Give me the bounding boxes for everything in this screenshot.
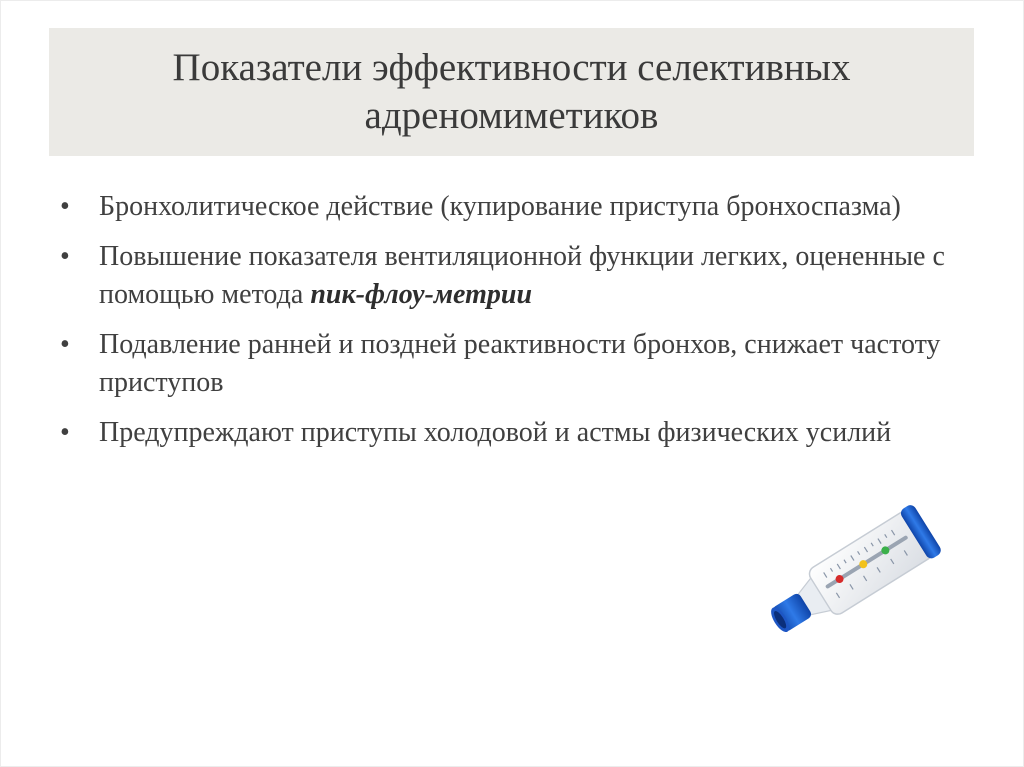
bullet-text: Предупреждают приступы холодовой и астмы физических усилий bbox=[99, 417, 892, 448]
bullet-item-3 bbox=[60, 326, 980, 402]
peak-flow-meter-graphic bbox=[765, 500, 945, 665]
bullet-item-2 bbox=[60, 238, 980, 314]
bullet-text: Повышение показателя вентиляционной функции легких, оцененные с помощью метода bbox=[99, 241, 945, 310]
bullet-item-4 bbox=[60, 414, 980, 452]
bullet-emphasis: пик-флоу-метрии bbox=[310, 279, 533, 310]
peak-flow-meter-icon bbox=[765, 500, 945, 665]
bullet-text: Бронхолитическое действие (купирование приступа бронхоспазма) bbox=[99, 191, 901, 222]
bullet-marker: • bbox=[60, 191, 70, 222]
bullet-marker: • bbox=[60, 241, 70, 272]
slide-title: Показатели эффективности селективных адреномиметиков bbox=[172, 46, 851, 137]
bullet-marker: • bbox=[60, 329, 70, 360]
bullet-list bbox=[60, 188, 980, 464]
bullet-item-1 bbox=[60, 188, 980, 226]
title-band bbox=[49, 28, 974, 156]
bullet-marker: • bbox=[60, 417, 70, 448]
bullet-text: Подавление ранней и поздней реактивности бронхов, снижает частоту приступов bbox=[99, 329, 941, 398]
